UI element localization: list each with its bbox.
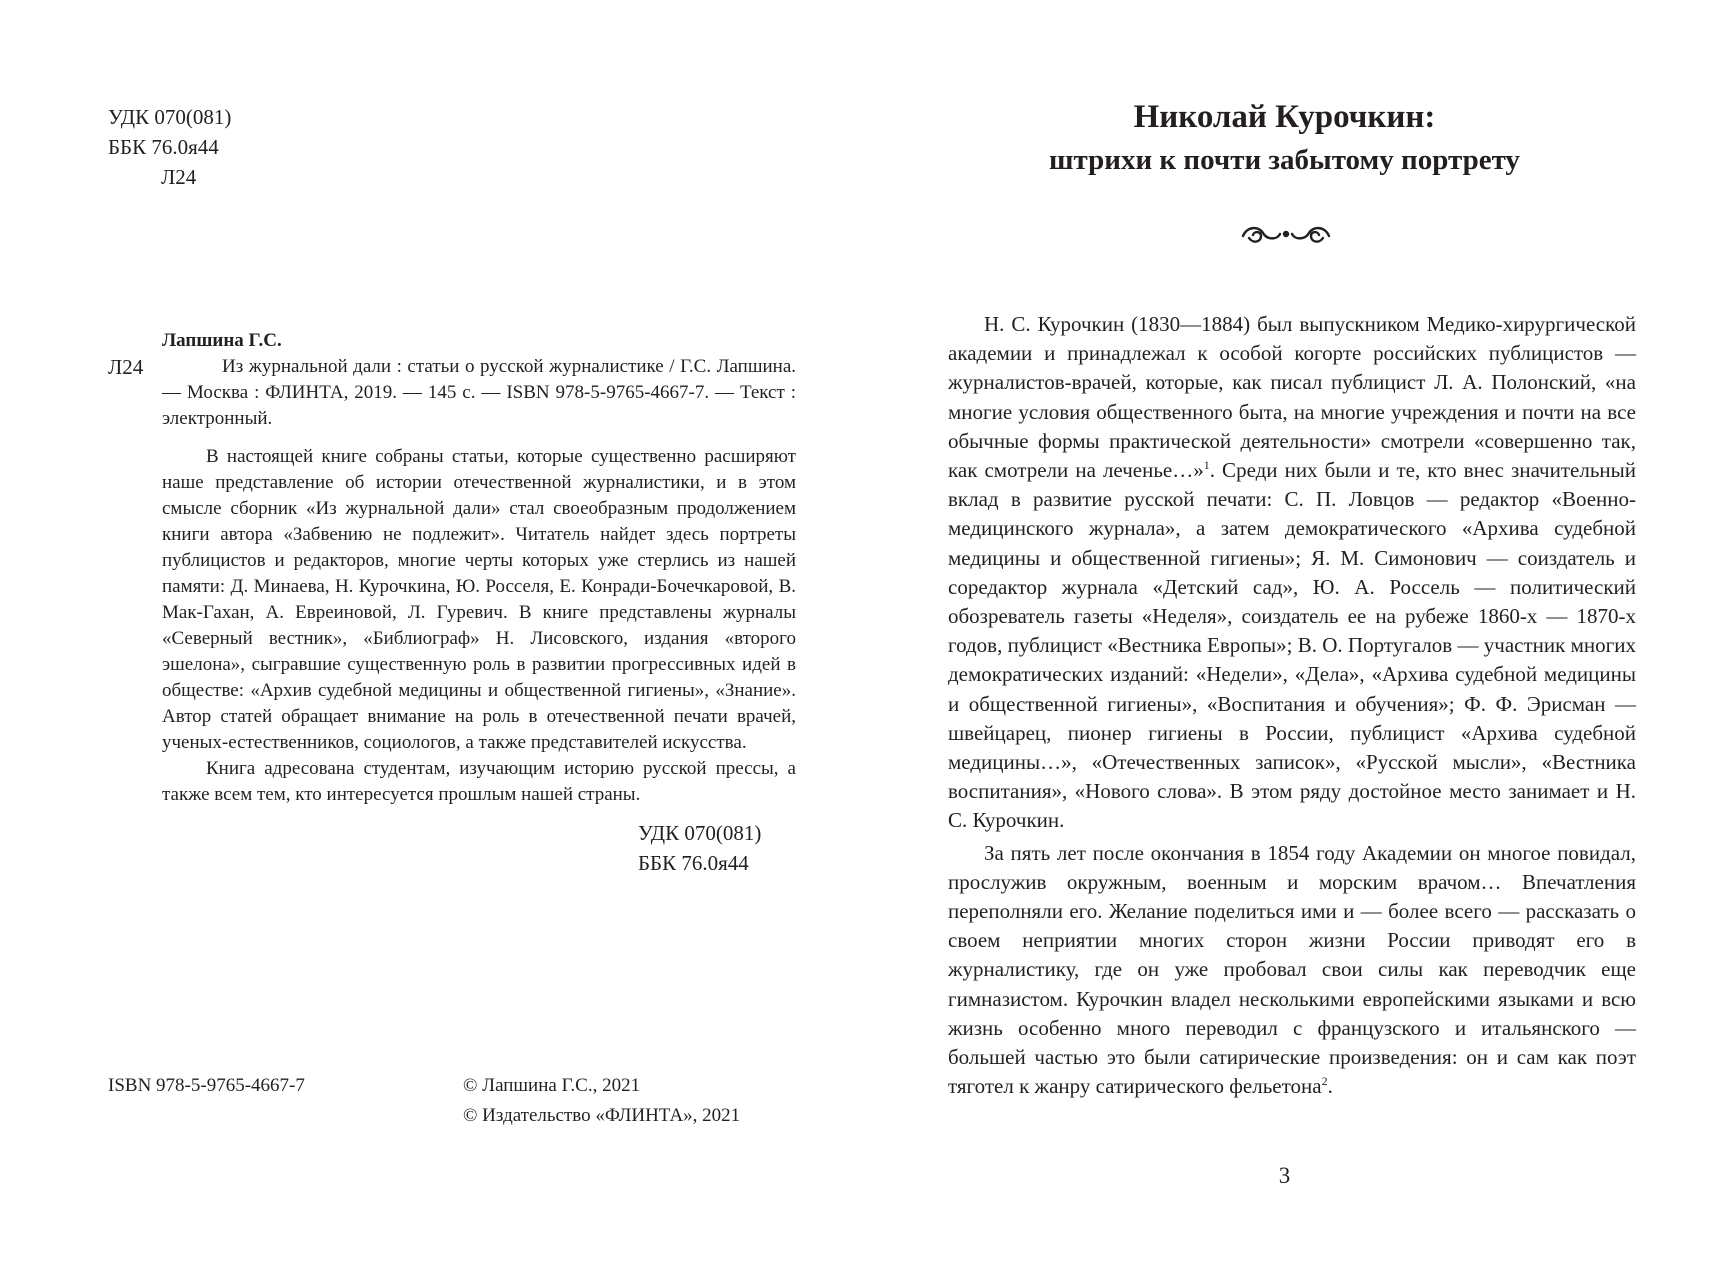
classification-block-top — [108, 102, 231, 192]
annotation — [162, 444, 796, 808]
bbk-code: ББК 76.0я44 — [108, 135, 219, 159]
footnote-marker: 1 — [1203, 458, 1210, 473]
chapter-title-line: Николай Курочкин: — [1133, 99, 1436, 135]
isbn: ISBN 978-5-9765-4667-7 — [108, 1075, 305, 1096]
chapter-subtitle-line: штрихи к почти забытому портрету — [1049, 144, 1520, 176]
author-name: Лапшина Г.С. — [162, 330, 282, 351]
page-number: 3 — [1278, 1163, 1291, 1188]
paragraph-text: За пять лет после окончания в 1854 году Академии он многое повидал, прослужив окружным, военным и морским врачом… Впечатления переполняли его. Желание поделиться ими и — более всего — рассказать о своем неприятии многих сторон жизни России приводят его в журналистику, где он уже пробовал свои силы как переводчик еще гимназистом. Курочкин владел несколькими европейскими языками и всю жизнь особенно много переводил с французского и итальянского — большей частью это были сатирические произведения: он и сам как поэт тяготел к жанру сатирического фельетона — [948, 840, 1636, 1099]
fleuron-ornament-icon — [1239, 220, 1333, 248]
bibliographic-entry: Из журнальной дали : статьи о русской журналистике / Г.С. Лапшина. — Москва : ФЛИНТА, 2019. — 145 с. — ISBN 978-5-9765-4667-7. — Текст : электронный. — [162, 356, 796, 429]
udk-code: УДК 070(081) — [108, 105, 232, 129]
annotation-paragraph: В настоящей книге собраны статьи, которые существенно расширяют наше представление об истории отечественной журналистики, и в этом смысле сборник «Из журнальной дали» стал своеобразным продолжением книги автора «Забвению не подлежит». Читатель найдет здесь портреты публицистов и редакторов, многие черты которых уже стерлись из нашей памяти: Д. Минаева, Н. Курочкина, Ю. Росселя, Е. Конради-Бочечкаровой, В. Мак-Гахан, А. Евреиновой, Л. Гуревич. В книге представлены журналы «Северный вестник», «Библиограф» Н. Лисовского, издания «второго эшелона», сыгравшие существенную роль в развитии прогрессивных идей в обществе: «Архив судебной медицины и общественной гигиены», «Знание». Автор статей обращает внимание на роль в отечественной печати врачей, ученых-естественников, социологов, а также представителей искусства. — [162, 446, 796, 753]
paragraph-text: . — [1327, 1074, 1333, 1099]
paragraph-text: Н. С. Курочкин (1830—1884) был выпускником Медико-хирургической академии и принадлежал к особой когорте российских публицистов — журналистов-врачей, которые, как писал публицист Л. А. Полонский, «на многие условия общественного быта, на многие учреждения и почти на все обычные формы практической деятельности» смотрели «совершенно так, как смотрели на леченье…» — [948, 312, 1636, 483]
right-page — [856, 0, 1713, 1270]
copyright-author: © Лапшина Г.С., 2021 — [463, 1075, 641, 1096]
udk-code: УДК 070(081) — [638, 821, 762, 845]
article-paragraph — [948, 310, 1636, 836]
chapter-title — [856, 96, 1713, 182]
copyright-block — [463, 1071, 740, 1131]
left-page — [0, 0, 856, 1270]
copyright-publisher: © Издательство «ФЛИНТА», 2021 — [463, 1105, 741, 1126]
paragraph-text: . Среди них были и те, кто внес значительный вклад в развитие русской печати: С. П. Ловцов — редактор «Военно-медицинского журнала», а затем демократического «Архива судебной медицины и общественной гигиены»; Я. М. Симонович — соиздатель и соредактор журнала «Детский сад», Ю. А. Россель — политический обозреватель газеты «Неделя», соиздатель ее на рубеже 1860-х — 1870-х годов, публицист «Вестника Европы»; В. О. Португалов — участник многих демократических изданий: «Недели», «Дела», «Архива судебной медицины и общественной гигиены», «Воспитания и обучения»; Ф. Ф. Эрисман — швейцарец, пионер гигиены в России, публицист «Архива судебной медицины…», «Отечественных записок», «Русской мысли», «Вестника воспитания», «Нового слова». В этом ряду достойное место занимает и Н. С. Курочкин. — [948, 458, 1637, 833]
bibliographic-entry-row — [108, 354, 796, 432]
annotation-paragraph: Книга адресована студентам, изучающим историю русской прессы, а также всем тем, кто интересуется прошлым нашей страны. — [162, 758, 796, 805]
article-body — [948, 310, 1636, 1101]
catalog-card — [108, 328, 796, 878]
author-sign: Л24 — [161, 165, 197, 189]
author-sign-side: Л24 — [108, 355, 144, 379]
footnote-marker: 2 — [1321, 1074, 1328, 1089]
bbk-code: ББК 76.0я44 — [638, 851, 749, 875]
classification-block-bottom — [638, 818, 796, 878]
article-paragraph — [948, 839, 1636, 1102]
